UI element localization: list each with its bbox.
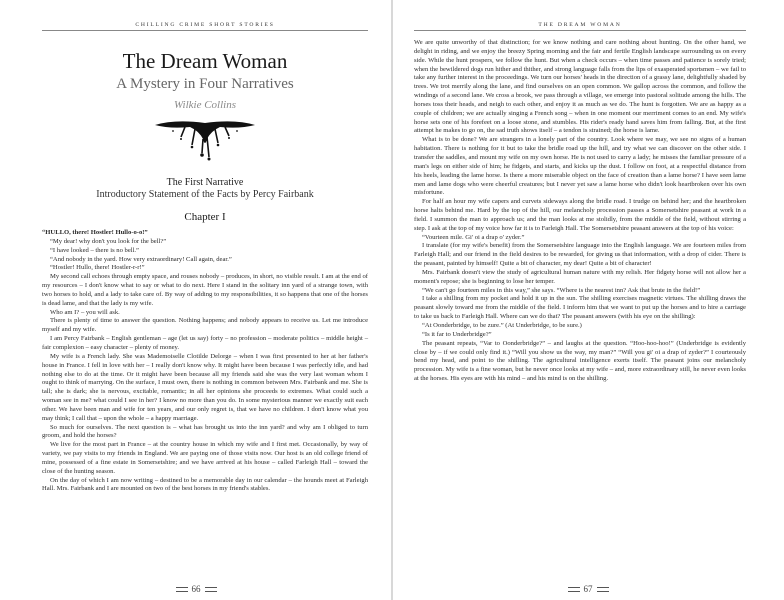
chapter-heading: Chapter I	[184, 211, 226, 223]
paragraph: We live for the most part in France – at the country house in which my wife and I first met. Occasionally, by way of variety, we pay visits to my friends in England. We are paying one of those visits now. Our host is an old college friend of mine, possessed of a fine estate in Somersetshire; and we have arrived at his house – called Farleigh Hall – toward the close of the hunting season.	[42, 441, 368, 475]
story-subtitle: A Mystery in Four Narratives	[116, 76, 294, 92]
paragraph: I take a shilling from my pocket and hold it up in the sun. The shilling exercises magnetic virtues. The shilling draws the peasant slowly toward me from the middle of the field. I inform him that we want to put up the horses and to hire a carriage to take us back to Farleigh Hall. Where can we do that? The peasant answers (with his eye on the shilling):	[414, 295, 746, 321]
paragraph: My second call echoes through empty space, and rouses nobody – produces, in short, no visible result. I am at the end of my resources – I don't know what to say or what to do next. Here I stand in the solitary inn yard of a strange town, with two horses to hold, and a lady to take care of. By way of adding to my responsibilities, it so happens that one of the horses is dead lame, and that the lady is my wife.	[42, 273, 368, 307]
right-page	[392, 0, 784, 600]
paragraph: “And nobody in the yard. How very extraordinary! Call again, dear.”	[50, 255, 232, 263]
paragraph: My wife is a French lady. She was Mademoiselle Clotilde Delorge – when I was first presented to her at her father's house in France. I fell in love with her – I really don't know why. It might have been because I was perfectly idle, and had nothing else to do at the time. Or it might have been because all my friends said she was the very last woman whom I ought to think of marrying. On the surface, I must own, there is nothing in common between Mrs. Fairbank and me. She is tall; she is dark; she is nervous, excitable, romantic; in all her opinions she proceeds to extremes. What could such a woman see in me? what could I see in her? I know no more than you do. In some mysterious manner we exactly suit each other. We have been man and wife for ten years, and our only regret is, that we have no children. I don't know what you may think; I call that – upon the whole – a happy marriage.	[42, 352, 368, 422]
narrative-heading	[42, 177, 368, 201]
paragraph: I translate (for my wife's benefit) from the Somersetshire language into the English language. We are fourteen miles from Farleigh Hall; and our friend in the field desires to be rewarded, for giving us that information, with a drop of cider. There is the peasant, painted by himself! Quite a bit of character, my dear! Quite a bit of character!	[414, 242, 746, 268]
folio-ornament-icon	[176, 587, 188, 592]
folio-ornament-icon	[568, 587, 580, 592]
ink-splatter-ornament-icon	[145, 117, 265, 165]
paragraph: On the day of which I am now writing – destined to be a memorable day in our calendar – the hounds meet at Farleigh Hall. Mrs. Fairbank and I are mounted on two of the best horses in my friend's stables.	[42, 476, 368, 493]
folio-ornament-icon	[597, 587, 609, 592]
page-number-text: 66	[191, 584, 201, 594]
right-body-text	[414, 39, 746, 384]
page-number	[0, 584, 392, 594]
left-body-text	[42, 229, 368, 494]
running-head: CHILLING CRIME SHORT STORIES	[42, 22, 368, 31]
running-head: THE DREAM WOMAN	[414, 22, 746, 31]
paragraph: “I have looked – there is no bell.”	[50, 246, 139, 254]
page-number	[392, 584, 784, 594]
paragraph: “Hostler! Hullo, there! Hostler-r-r!”	[50, 264, 145, 272]
paragraph: “We can't go fourteen miles in this way,” she says. “Where is the nearest inn? Ask that brute in the field!”	[422, 286, 701, 294]
paragraph: “Vourteen mile. Gi' oi a drap o' zyder.”	[422, 233, 525, 241]
narrative-subtitle: Introductory Statement of the Facts by Percy Fairbank	[96, 189, 314, 200]
paragraph: “My dear! why don't you look for the bell?”	[50, 237, 167, 245]
paragraph: There is plenty of time to answer the question. Nothing happens; and nobody appears to receive us. Let me introduce myself and my wife.	[42, 317, 368, 334]
paragraph: What is to be done? We are strangers in a lonely part of the country. Look where we may, we see no signs of a human habitation. There is nothing for it but to take the bridle road up the hill, and try what we can discover on the other side. I transfer the saddles, and mount my wife on my own horse. He is not used to carry a lady; he misses the familiar pressure of a man's legs on either side of him; he fidgets, and starts, and kicks up the dust. I follow on foot, at a respectful distance from his heels, leading the lame horse. Is there a more miserable object on the face of creation than a lame horse? I have seen lame men and lame dogs who were cheerful creatures; but I never yet saw a lame horse who didn't look heartbroken over his own misfortune.	[414, 136, 746, 197]
story-title: The Dream Woman	[122, 49, 288, 73]
paragraph: We are quite unworthy of that distinction; for we know nothing and care nothing about hunting. On the other hand, we delight in riding, and we enjoy the breezy Spring morning and the fair and fertile English landscape surrounding us on every side. While the hunt prospers, we follow the hunt. But when a check occurs – when time passes and patience is sorely tried; when the bewildered dogs run hither and thither, and strong language falls from the lips of exasperated sportsmen – we fail to take any further interest in the proceedings. We turn our horses' heads in the direction of a grassy lane, delightfully shaded by trees. We trot merrily along the lane, and find ourselves on an open common. We gallop across the common, and follow the windings of a second lane. We cross a brook, we pass through a village, we emerge into pastoral solitude among the hills. The horses toss their heads, and neigh to each other, and enjoy it as much as we do. The hunt is forgotten. We are as happy as a couple of children; we are actually singing a French song – when in one moment our merriment comes to an end. My wife's horse sets one of his forefeet on a loose stone, and stumbles. His rider's ready hand saves him from falling. But, at the first attempt he makes to go on, the sad truth shows itself – a tendon is strained; the horse is lame.	[414, 39, 747, 135]
paragraph: For half an hour my wife capers and curvets sideways along the bridle road. I trudge on behind her; and the heartbroken horse halts behind me. Hard by the top of the hill, our melancholy procession passes a Somersetshire peasant at work in a field. I summon the man to approach us; and the man looks at me stolidly, from the middle of the field, without stirring a step. I ask at the top of my voice how far it is to Farleigh Hall. The Somersetshire peasant answers at the top of his voice:	[414, 198, 746, 232]
page-number-text: 67	[583, 584, 593, 594]
paragraph: “Is it far to Underbridge?”	[422, 330, 492, 338]
paragraph: Who am I? – you will ask.	[50, 308, 120, 316]
narrative-title: The First Narrative	[166, 177, 244, 188]
paragraph: The peasant repeats, “Var to Oonderbridge?” – and laughs at the question. “Hoo-hoo-hoo!” (Underbridge is evidently close by – if we could only find it.) “Will you show us the way, my man?” “Will you gi' oi a drap of zyder?” I courteously bend my head, and point to the shilling. The agricultural intelligence exerts itself. The peasant joins our melancholy procession. My wife is a fine woman, but he never once looks at my wife – and, more extraordinary still, he never even looks at the horses. His eyes are with his mind – and his mind is on the shilling.	[414, 339, 746, 383]
paragraph: “HULLO, there! Hostler! Hullo-o-o!”	[42, 229, 148, 236]
folio-ornament-icon	[205, 587, 217, 592]
author-name: Wilkie Collins	[173, 99, 237, 111]
title-block	[42, 49, 368, 165]
paragraph: “At Oonderbridge, to be zure.” (At Underbridge, to be sure.)	[422, 322, 582, 329]
paragraph: Mrs. Fairbank doesn't view the study of agricultural human nature with my relish. Her fidgety horse will not allow her a moment's repose; she is beginning to lose her temper.	[414, 268, 746, 285]
paragraph: So much for ourselves. The next question is – what has brought us into the inn yard? and why am I obliged to turn groom, and hold the horses?	[42, 423, 368, 440]
paragraph: I am Percy Fairbank – English gentleman – age (let us say) forty – no profession – moderate politics – middle height – fair complexion – easy character – plenty of money.	[42, 335, 368, 351]
